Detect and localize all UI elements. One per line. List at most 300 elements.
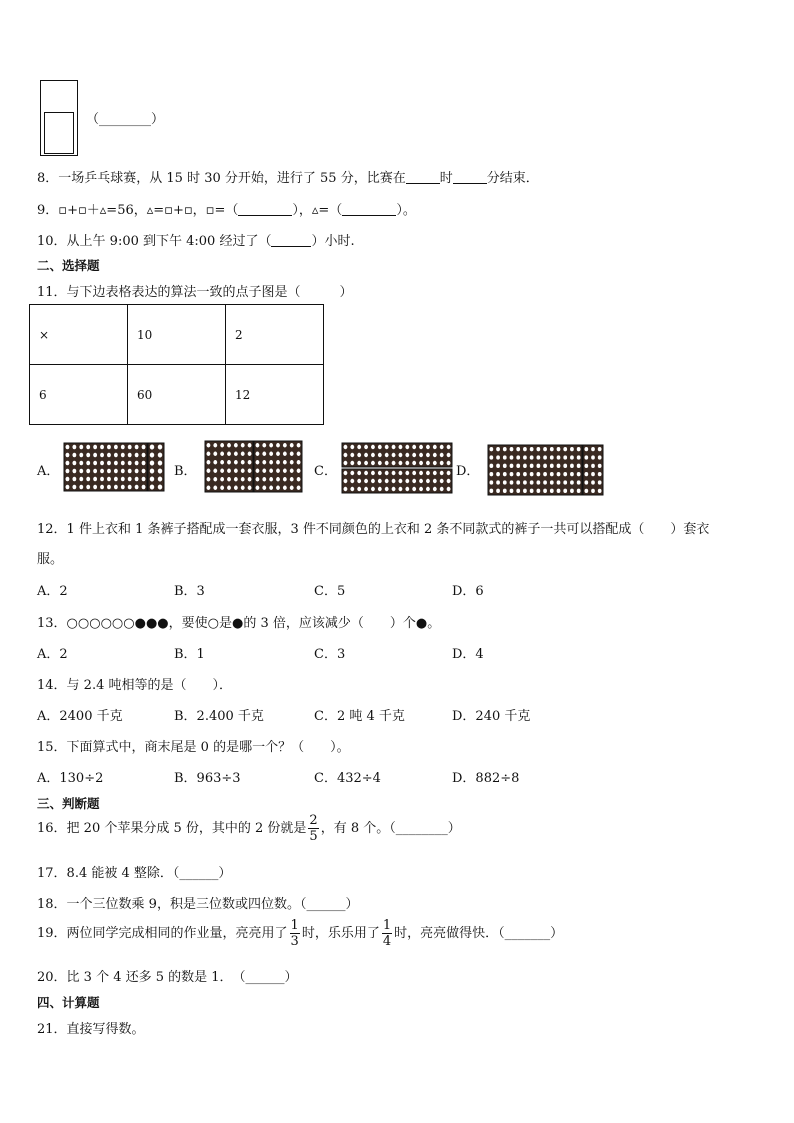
dot <box>591 472 595 476</box>
table-cell: 12 <box>226 365 324 425</box>
dot <box>570 480 574 484</box>
dot <box>150 460 154 465</box>
dot <box>290 477 294 481</box>
dot <box>510 472 514 476</box>
dot <box>269 486 273 490</box>
dot <box>392 445 396 449</box>
q12-option-d[interactable]: D．6 <box>452 584 484 599</box>
dot <box>489 464 493 468</box>
dot-block <box>488 445 582 495</box>
dot <box>142 445 146 449</box>
dot-diagram-d[interactable] <box>487 444 604 496</box>
dot <box>241 443 245 447</box>
dot <box>135 445 139 449</box>
dot <box>598 447 602 451</box>
dot <box>516 480 520 484</box>
dot <box>72 461 76 465</box>
dot <box>412 487 416 491</box>
dot <box>364 445 368 449</box>
dot <box>392 453 396 457</box>
dot <box>371 445 375 449</box>
dot <box>426 479 430 483</box>
dot <box>563 489 567 493</box>
dot <box>392 487 396 491</box>
dot <box>426 487 430 491</box>
dot <box>207 443 211 447</box>
dot <box>79 485 83 489</box>
dot <box>550 472 554 476</box>
dot <box>557 447 561 451</box>
dot <box>213 452 217 456</box>
dot <box>262 486 266 490</box>
dot <box>283 460 287 464</box>
dot <box>419 461 423 465</box>
dot <box>496 455 500 459</box>
dot <box>536 480 540 484</box>
dot <box>570 455 574 459</box>
dot <box>543 472 547 476</box>
dot <box>447 471 451 475</box>
dot <box>207 486 211 490</box>
dot <box>121 469 125 473</box>
q8-minute-blank[interactable] <box>453 171 487 184</box>
dot <box>399 487 403 491</box>
dot <box>371 453 375 457</box>
dot <box>598 480 602 484</box>
dot <box>66 445 70 449</box>
dot <box>220 469 224 473</box>
dot <box>283 443 287 447</box>
table-cell: 10 <box>128 305 226 365</box>
dot <box>86 453 90 457</box>
option-b-label[interactable]: B． <box>174 464 197 479</box>
dot <box>496 472 500 476</box>
q13-option-d[interactable]: D．4 <box>452 647 484 662</box>
dot <box>447 453 451 457</box>
dot <box>350 471 354 475</box>
fraction-2-5: $\frac{2}{5}$ <box>309 813 318 844</box>
dot <box>440 453 444 457</box>
dot <box>158 444 162 449</box>
dot <box>142 461 146 465</box>
dot <box>405 487 409 491</box>
q14-option-c[interactable]: C．2 吨 4 千克 <box>314 709 405 724</box>
dot <box>256 460 260 464</box>
dot <box>570 447 574 451</box>
dot <box>523 472 527 476</box>
q13-option-a[interactable]: A．2 <box>37 647 68 662</box>
dot <box>584 455 588 459</box>
dot <box>550 464 554 468</box>
q7-answer-blank[interactable]: （________） <box>86 112 165 127</box>
dot <box>213 469 217 473</box>
dot <box>536 472 540 476</box>
dot <box>584 480 588 484</box>
dot <box>447 445 451 449</box>
dot <box>378 445 382 449</box>
fraction-1-3: $\frac{1}{3}$ <box>290 918 299 949</box>
dot <box>523 464 527 468</box>
dot <box>66 453 70 457</box>
dot <box>516 464 520 468</box>
dot <box>72 477 76 481</box>
dot <box>135 461 139 465</box>
q15-option-d[interactable]: D．882÷8 <box>452 771 520 786</box>
q9-blank-1[interactable] <box>238 203 292 216</box>
dot <box>150 476 154 481</box>
dot <box>158 460 162 465</box>
dot <box>440 461 444 465</box>
dot <box>234 443 238 447</box>
dot <box>530 480 534 484</box>
dot <box>66 477 70 481</box>
dot <box>516 447 520 451</box>
dot <box>220 443 224 447</box>
dot <box>114 485 118 489</box>
dot-block <box>148 443 164 491</box>
dot <box>496 447 500 451</box>
dot <box>207 477 211 481</box>
dot <box>142 485 146 489</box>
dot <box>256 443 260 447</box>
table-cell: 60 <box>128 365 226 425</box>
dot <box>128 445 132 449</box>
table-cell: 6 <box>30 365 128 425</box>
dot <box>489 447 493 451</box>
dot <box>344 479 348 483</box>
dot <box>269 443 273 447</box>
q13-option-c[interactable]: C．3 <box>314 647 346 662</box>
dot <box>447 461 451 465</box>
question-16: 16．把 20 个苹果分成 5 份，其中的 2 份就是 $\frac{2}{5}$ ，有 8 个。（________） <box>37 813 461 844</box>
dot <box>591 480 595 484</box>
dot <box>516 455 520 459</box>
dot <box>107 445 111 449</box>
dot <box>135 469 139 473</box>
dot <box>269 452 273 456</box>
dot <box>433 445 437 449</box>
dot <box>350 479 354 483</box>
dot <box>93 477 97 481</box>
dot <box>433 453 437 457</box>
dot <box>72 445 76 449</box>
dot <box>121 445 125 449</box>
dot <box>234 469 238 473</box>
dot <box>269 477 273 481</box>
dot <box>510 455 514 459</box>
dot <box>392 479 396 483</box>
section-heading-calc: 四、计算题 <box>37 995 100 1010</box>
dot <box>419 445 423 449</box>
dot <box>248 486 252 490</box>
dot <box>412 471 416 475</box>
table-cell: × <box>30 305 128 365</box>
dot <box>121 485 125 489</box>
q9-blank-2[interactable] <box>342 203 396 216</box>
dot <box>584 489 588 493</box>
question-20: 20．比 3 个 4 还多 5 的数是 1． （______） <box>37 970 298 985</box>
option-c-label[interactable]: C． <box>314 464 337 479</box>
dot <box>135 485 139 489</box>
dot <box>496 464 500 468</box>
dot <box>66 461 70 465</box>
dot <box>392 471 396 475</box>
dot <box>378 461 382 465</box>
dot <box>489 455 493 459</box>
dot <box>227 460 231 464</box>
table-cell: 2 <box>226 305 324 365</box>
dot <box>523 489 527 493</box>
dot <box>213 460 217 464</box>
dot <box>344 445 348 449</box>
dot <box>550 489 554 493</box>
q15-option-b[interactable]: B．963÷3 <box>174 771 241 786</box>
dot <box>577 464 581 468</box>
dot <box>523 447 527 451</box>
dot <box>256 477 260 481</box>
dot <box>344 487 348 491</box>
dot <box>385 487 389 491</box>
dot <box>563 480 567 484</box>
dot <box>150 484 154 489</box>
dot <box>550 455 554 459</box>
dot <box>158 452 162 457</box>
dot <box>543 447 547 451</box>
dot <box>121 461 125 465</box>
question-12-line2: 服。 <box>37 552 64 567</box>
multiplication-table <box>29 304 324 425</box>
dot <box>262 443 266 447</box>
dot-diagram-a[interactable] <box>63 442 166 493</box>
dot <box>378 479 382 483</box>
dot <box>357 487 361 491</box>
dot <box>523 480 527 484</box>
dot <box>399 445 403 449</box>
fraction-1-4: $\frac{1}{4}$ <box>382 918 392 949</box>
dot <box>128 453 132 457</box>
dot <box>114 445 118 449</box>
dot <box>86 477 90 481</box>
dot <box>598 464 602 468</box>
dot <box>213 477 217 481</box>
dot <box>364 479 368 483</box>
dot <box>283 477 287 481</box>
dot <box>550 480 554 484</box>
option-a-label[interactable]: A． <box>37 464 60 479</box>
dot <box>557 464 561 468</box>
dot <box>433 471 437 475</box>
dot <box>241 486 245 490</box>
dot <box>269 460 273 464</box>
dot <box>440 471 444 475</box>
dot <box>107 469 111 473</box>
dot <box>550 447 554 451</box>
dot <box>158 484 162 489</box>
dot <box>557 480 561 484</box>
dot <box>364 461 368 465</box>
dot <box>523 455 527 459</box>
dot <box>248 477 252 481</box>
dot <box>530 464 534 468</box>
q14-option-d[interactable]: D．240 千克 <box>452 709 531 724</box>
dot <box>234 452 238 456</box>
dot <box>100 453 104 457</box>
dot <box>371 479 375 483</box>
dot <box>399 461 403 465</box>
dot <box>248 460 252 464</box>
dot <box>350 453 354 457</box>
dot <box>128 485 132 489</box>
dot <box>378 453 382 457</box>
dot-diagram-b[interactable] <box>204 440 304 493</box>
dot <box>79 461 83 465</box>
dot <box>142 477 146 481</box>
dot <box>426 471 430 475</box>
dot <box>262 460 266 464</box>
dot <box>93 461 97 465</box>
dot <box>350 461 354 465</box>
dot <box>142 469 146 473</box>
question-19: 19．两位同学完成相同的作业量，亮亮用了 $\frac{1}{3}$ 时，乐乐用了 $\frac{1}{4}$ 时，亮亮做得快．（_______） <box>37 918 564 949</box>
q15-option-a[interactable]: A．130÷2 <box>37 771 104 786</box>
dot <box>563 455 567 459</box>
dot <box>496 489 500 493</box>
dot <box>419 487 423 491</box>
dot <box>530 455 534 459</box>
inner-rectangle <box>44 112 74 154</box>
dot <box>114 453 118 457</box>
dot <box>248 443 252 447</box>
dot <box>385 471 389 475</box>
question-18: 18．一个三位数乘 9，积是三位数或四位数。（______） <box>37 897 359 912</box>
dot <box>489 480 493 484</box>
dot <box>399 453 403 457</box>
dot <box>385 445 389 449</box>
dot <box>107 453 111 457</box>
dot <box>371 461 375 465</box>
dot <box>405 453 409 457</box>
dot <box>489 489 493 493</box>
dot <box>371 487 375 491</box>
dot <box>405 479 409 483</box>
dot <box>72 485 76 489</box>
dot <box>399 479 403 483</box>
q8-hour-blank[interactable] <box>406 171 440 184</box>
dot <box>536 464 540 468</box>
dot <box>248 469 252 473</box>
dot <box>385 461 389 465</box>
dot <box>385 479 389 483</box>
question-10: 10．从上午 9:00 到下午 4:00 经过了（ ）小时. <box>37 234 355 249</box>
dot <box>283 469 287 473</box>
dot <box>563 464 567 468</box>
dot-block <box>583 445 603 495</box>
dot <box>543 464 547 468</box>
dot <box>440 445 444 449</box>
dot <box>350 487 354 491</box>
section-heading-choice: 二、选择题 <box>37 258 100 273</box>
dot <box>357 479 361 483</box>
dot <box>114 461 118 465</box>
dot <box>107 477 111 481</box>
dot <box>563 447 567 451</box>
dot <box>433 487 437 491</box>
question-21: 21．直接写得数。 <box>37 1022 145 1037</box>
dot <box>364 487 368 491</box>
option-d-label[interactable]: D． <box>456 464 480 479</box>
dot <box>570 472 574 476</box>
dot <box>241 452 245 456</box>
dot <box>128 461 132 465</box>
dot <box>107 485 111 489</box>
dot <box>220 452 224 456</box>
dot <box>121 477 125 481</box>
dot <box>72 469 76 473</box>
dot <box>100 477 104 481</box>
dot <box>150 452 154 457</box>
dot <box>207 452 211 456</box>
dot <box>79 469 83 473</box>
q12-option-b[interactable]: B．3 <box>174 584 205 599</box>
dot <box>357 445 361 449</box>
q14-option-a[interactable]: A．2400 千克 <box>37 709 123 724</box>
dot <box>297 460 301 464</box>
dot <box>591 464 595 468</box>
dot <box>557 455 561 459</box>
q10-blank[interactable] <box>271 234 311 247</box>
dot <box>234 460 238 464</box>
dot <box>256 469 260 473</box>
dot <box>412 445 416 449</box>
dot <box>419 453 423 457</box>
dot <box>584 447 588 451</box>
dot <box>598 489 602 493</box>
q13-option-b[interactable]: B．1 <box>174 647 205 662</box>
dot <box>503 455 507 459</box>
q12-option-a[interactable]: A．2 <box>37 584 68 599</box>
question-8: 8．一场乒乓球赛，从 15 时 30 分开始，进行了 55 分，比赛在 时 分结束． <box>37 171 539 186</box>
dot <box>297 452 301 456</box>
dot <box>256 486 260 490</box>
dot <box>357 461 361 465</box>
dot <box>577 489 581 493</box>
dot <box>262 477 266 481</box>
dot <box>405 445 409 449</box>
q15-option-c[interactable]: C．432÷4 <box>314 771 381 786</box>
dot <box>503 447 507 451</box>
q12-option-c[interactable]: C．5 <box>314 584 346 599</box>
dot <box>447 487 451 491</box>
dot <box>503 489 507 493</box>
dot <box>207 460 211 464</box>
dot <box>135 477 139 481</box>
dot <box>86 461 90 465</box>
dot <box>79 477 83 481</box>
dot <box>440 479 444 483</box>
dot <box>598 455 602 459</box>
dot <box>503 480 507 484</box>
q14-option-b[interactable]: B．2.400 千克 <box>174 709 264 724</box>
dot <box>350 445 354 449</box>
dot <box>114 477 118 481</box>
dot-diagram-c[interactable] <box>341 442 453 494</box>
dot <box>290 443 294 447</box>
dot <box>290 452 294 456</box>
dot <box>276 460 280 464</box>
dot <box>378 471 382 475</box>
dot <box>93 469 97 473</box>
dot <box>290 469 294 473</box>
